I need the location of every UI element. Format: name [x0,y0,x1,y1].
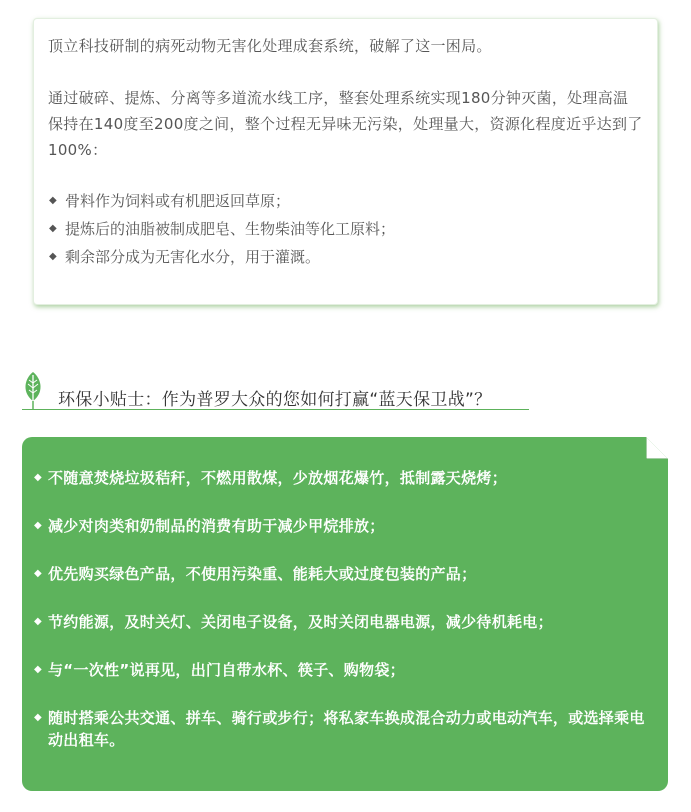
result-list [48,187,643,271]
list-item: ◆ 随时搭乘公共交通、拼车、骑行或步行；将私家车换成混合动力或电动汽车，或选择乘电动出租车。 [34,709,645,749]
list-item: ◆ 减少对肉类和奶制品的消费有助于减少甲烷排放； [34,517,385,535]
tips-list [34,467,658,751]
list-item: ◆ 剩余部分成为无害化水分，用于灌溉。 [48,243,643,271]
tips-box [22,437,668,791]
diamond-bullet-icon: ◆ [34,664,42,675]
list-item: ◆ 不随意焚烧垃圾秸秆，不燃用散煤，少放烟花爆竹，抵制露天烧烤； [34,469,508,487]
diamond-bullet-icon: ◆ [34,472,42,483]
intro-card [33,18,658,305]
list-item: ◆ 优先购买绿色产品，不使用污染重、能耗大或过度包装的产品； [34,565,477,583]
process-description: 通过破碎、提炼、分离等多道流水线工序，整套处理系统实现180分钟灭菌，处理高温保持在140度至200度之间，整个过程无异味无污染，处理量大，资源化程度近乎达到了100%： [48,89,643,159]
diamond-bullet-icon: ◆ [34,712,42,723]
list-item: ◆ 与“一次性”说再见，出门自带水杯、筷子、购物袋； [34,661,405,679]
folded-corner-icon [646,437,668,459]
diamond-bullet-icon: ◆ [34,520,42,531]
diamond-bullet-icon: ◆ [49,223,57,234]
diamond-bullet-icon: ◆ [34,568,42,579]
list-item: ◆ 骨料作为饲料或有机肥返回草原； [48,187,643,215]
diamond-bullet-icon: ◆ [34,616,42,627]
list-item: ◆ 节约能源，及时关灯、关闭电子设备，及时关闭电器电源，减少待机耗电； [34,613,553,631]
tip-section-header [22,371,529,410]
diamond-bullet-icon: ◆ [49,195,57,206]
diamond-bullet-icon: ◆ [49,251,57,262]
intro-text: 顶立科技研制的病死动物无害化处理成套系统，破解了这一困局。 [48,37,492,55]
list-item: ◆ 提炼后的油脂被制成肥皂、生物柴油等化工原料； [48,215,643,243]
leaf-icon [22,371,44,409]
tip-section-title: 环保小贴士：作为普罗大众的您如何打赢“蓝天保卫战”？ [58,390,492,410]
